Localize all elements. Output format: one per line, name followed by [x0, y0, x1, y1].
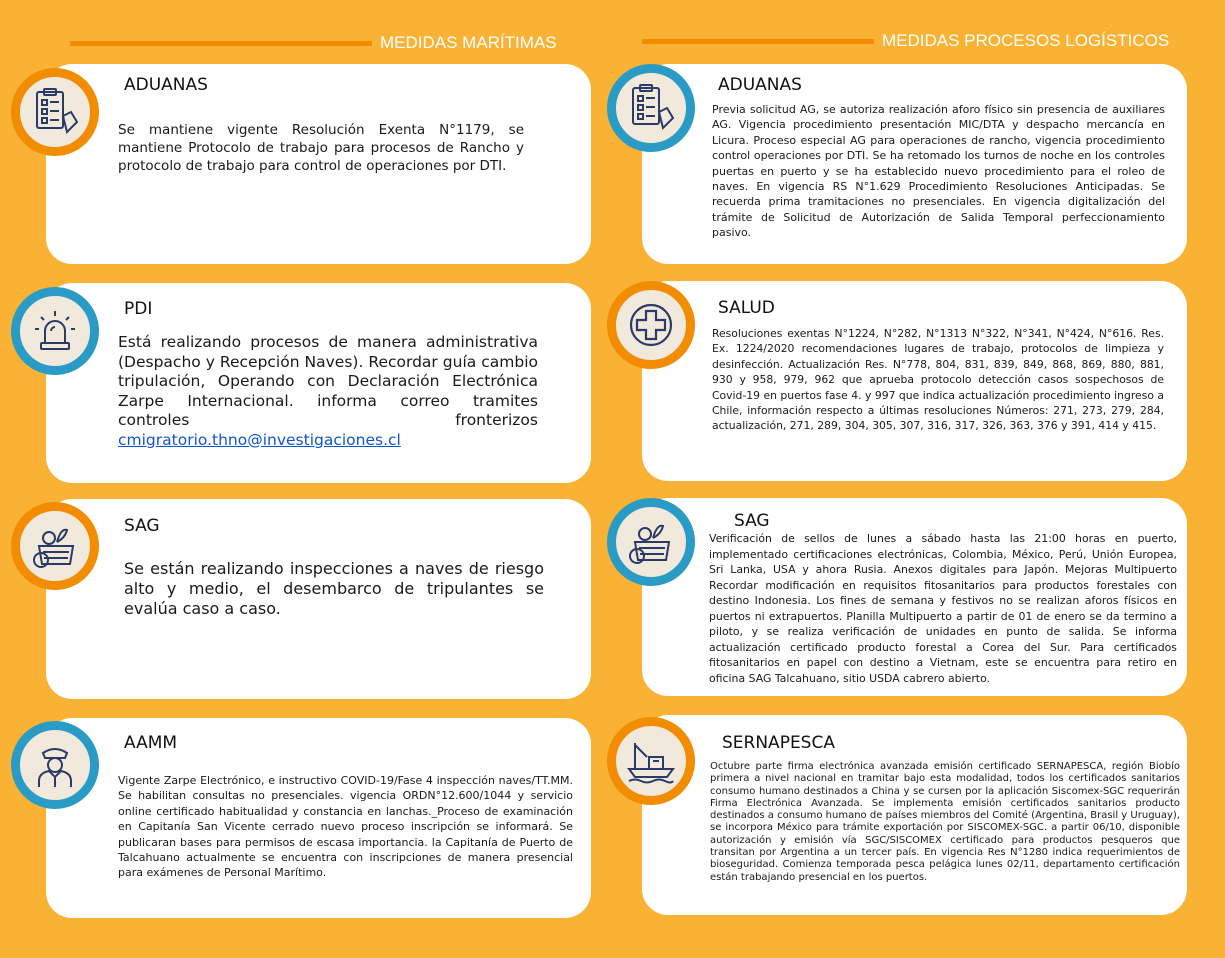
card-body-text: Se están realizando inspecciones a naves de riesgo alto y medio, el desembarco de tripulantes se evalúa caso a caso.	[124, 559, 544, 618]
card-body-text: Previa solicitud AG, se autoriza realización aforo físico sin presencia de auxiliares AG. Vigencia procedimiento presentación MIC/DTA y despacho mercancía en Licura. Proceso especial AG para operaciones de rancho, vigencia procedimiento control operaciones por DTI. Se ha retomado los turnos de noche en los controles puertas en puerto y se ha establecido nuevo procedimiento para el roleo de naves. En vigencia RS N°1.629 Procedimiento Resoluciones Anticipadas. Se recuerda prima tramitaciones no presenciales. En vigencia digitalización del trámite de Solicitud de Autorización de Salida Temporal perfeccionamiento pasivo.	[712, 103, 1165, 240]
left-header-title: MEDIDAS MARÍTIMAS	[380, 33, 557, 52]
card-title: PDI	[124, 299, 153, 319]
card-body-text	[118, 333, 538, 450]
card-sernapesca	[642, 715, 1187, 915]
right-header-title: MEDIDAS PROCESOS LOGÍSTICOS	[882, 31, 1170, 50]
card-title: ADUANAS	[124, 75, 208, 95]
vegetable-basket-icon	[29, 520, 81, 572]
medical-cross-icon	[625, 299, 677, 351]
card-body-text: Resoluciones exentas N°1224, N°282, N°1313 N°322, N°341, N°424, N°616. Res. Ex. 1224/2020 recomendaciones lugares de trabajo, protocolos de limpieza y desinfección. Actualización Res. N°778, 804, 831, 839, 849, 868, 869, 880, 881, 930 y 958, 979, 962 que aprueba protocolo detección casos sospechosos de Covid-19 en puertos fase 4. y 997 que indica actualización procedimiento ingreso a Chile, información respecto a últimas resoluciones Números: 271, 273, 279, 284, actualización, 271, 289, 304, 305, 307, 316, 317, 326, 363, 376 y 391, 414 y 415.	[712, 327, 1164, 433]
card-sag-logisticos	[642, 498, 1187, 696]
card-body-text: Se mantiene vigente Resolución Exenta N°1179, se mantiene Protocolo de trabajo para procesos de Rancho y protocolo de trabajo para control de operaciones por DTI.	[118, 122, 524, 174]
email-link[interactable]: cmigratorio.thno@investigaciones.cl	[118, 430, 401, 449]
card-sag-maritimas	[46, 499, 591, 699]
clipboard-checklist-icon	[625, 82, 677, 134]
card-title: ADUANAS	[718, 75, 802, 95]
card-salud	[642, 281, 1187, 481]
medical-badge	[607, 281, 695, 369]
pdi-text: Está realizando procesos de manera administrativa (Despacho y Recepción Naves). Recordar guía cambio tripulación, Operando con Declaración Electrónica Zarpe Internacional. informa correo tramites controles fronterizos	[118, 333, 538, 429]
left-column-header	[70, 33, 557, 53]
card-title: SERNAPESCA	[722, 733, 835, 753]
basket-badge-right	[607, 498, 695, 586]
left-header-bar	[70, 41, 372, 46]
right-header-bar	[642, 39, 874, 44]
siren-badge	[11, 287, 99, 375]
card-aduanas-logisticos	[642, 64, 1187, 264]
card-body-text: Vigente Zarpe Electrónico, e instructivo COVID-19/Fase 4 inspección naves/TT.MM. Se habilitan consultas no presenciales. vigencia ORDN°12.600/1044 y servicio online certificado habitualidad y constancia en lanchas._Proceso de examinación en Capitanía San Vicente cerrado nuevo proceso inscripción se informará. Se publicaran bases para permisos de escasa importancia. la Capitanía de Puerto de Talcahuano actualmente se encuentra con inscripciones de manera presencial para exámenes de Personal Marítimo.	[118, 774, 573, 880]
clipboard-checklist-icon	[29, 86, 81, 138]
basket-badge	[11, 502, 99, 590]
card-body-text: Verificación de sellos de lunes a sábado hasta las 21:00 horas en puerto, implementado certificaciones electrónicas, Colombia, México, Perú, Unión Europea, Sri Lanka, USA y ahora Rusia. Anexos digitales para Japón. Mejoras Multipuerto Recordar modificación en requisitos fitosanitarios para productos forestales con destino Indonesia. Los fines de semana y festivos no se realizan aforos físicos en puertos ni extrapuertos. Planilla Multipuerto a partir de 01 de enero se da termino a piloto, y se realiza verificación de unidades en punto de salida. Se informa actualización certificado producto forestal a Corea del Sur. Para certificados fitosanitarios en papel con destino a Vietnam, este se encuentra para retiro en oficina SAG Talcahuano, sitio USDA cabrero abierto.	[709, 532, 1177, 685]
clipboard-badge-right	[607, 64, 695, 152]
officer-badge	[11, 721, 99, 809]
card-pdi	[46, 283, 591, 483]
navy-officer-icon	[29, 739, 81, 791]
card-title: SALUD	[718, 298, 775, 318]
vegetable-basket-icon	[625, 516, 677, 568]
clipboard-badge	[11, 68, 99, 156]
card-aamm	[46, 718, 591, 918]
ship-badge	[607, 717, 695, 805]
card-title: AAMM	[124, 733, 178, 753]
siren-alarm-icon	[29, 305, 81, 357]
card-title: SAG	[124, 516, 160, 536]
card-aduanas-maritimas	[46, 64, 591, 264]
card-body-text: Octubre parte firma electrónica avanzada emisión certificado SERNAPESCA, región Biobío primera a nivel nacional en tramitar bajo esta modalidad, todos los certificados sanitarios consumo humano destinados a China y se cursen por la aplicación Siscomex-SGC requerirán Firma Electrónica Avanzada. Se implementa emisión certificados sanitarios producto destinados a consumo humano de países miembros del Comité (Argentina, Brasil y Uruguay), se incorpora México para trámite exportación por SISCOMEX-SGC. a partir 06/10, disponible autorización y emisión vía SGC/SISCOMEX certificado para productos pesqueros que transitan por Argentina a un tercer país. En vigencia Res N°1280 indica requerimientos de bioseguridad. Comienza temporada pesca pelágica lunes 02/11, departamento certificación están trabajando presencial en los puertos.	[710, 761, 1180, 883]
card-title: SAG	[734, 511, 770, 531]
right-column-header	[642, 31, 1169, 51]
fishing-ship-icon	[625, 735, 677, 787]
